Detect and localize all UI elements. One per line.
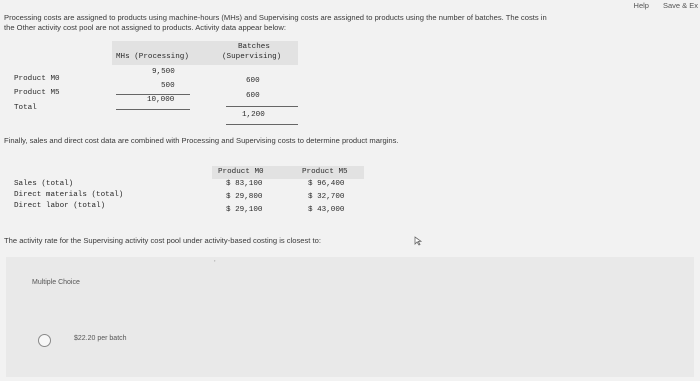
supervising-header: (Supervising) xyxy=(222,53,282,61)
mhs-total-double-rule xyxy=(116,109,190,110)
row-label-product-m0: Product M0 xyxy=(14,75,60,83)
direct-labor-m5: $ 43,000 xyxy=(308,206,345,214)
row-label-total: Total xyxy=(14,104,37,112)
batches-header: Batches xyxy=(238,43,270,51)
help-button[interactable]: Help xyxy=(633,0,649,10)
product-m5-header: Product M5 xyxy=(302,168,348,176)
top-toolbar xyxy=(634,0,700,10)
multiple-choice-panel xyxy=(6,257,694,377)
row-label-direct-labor: Direct labor (total) xyxy=(14,202,106,210)
sales-m0: $ 83,100 xyxy=(226,180,263,188)
sales-m5: $ 96,400 xyxy=(308,180,345,188)
choice-label[interactable]: $22.20 per batch xyxy=(74,335,127,342)
batches-product-m5: 600 xyxy=(246,92,260,100)
row-label-product-m5: Product M5 xyxy=(14,89,60,97)
save-exit-button[interactable]: Save & Ex xyxy=(662,0,698,10)
batches-subtotal-rule xyxy=(226,106,298,107)
multiple-choice-label: Multiple Choice xyxy=(32,279,80,286)
row-label-direct-materials: Direct materials (total) xyxy=(14,191,124,199)
row-label-sales: Sales (total) xyxy=(14,180,74,188)
mhs-product-m0: 9,500 xyxy=(152,68,175,76)
finally-text: Finally, sales and direct cost data are combined with Processing and Supervising costs to determine product margins. xyxy=(4,136,399,145)
batches-total: 1,200 xyxy=(242,111,265,119)
choice-radio-button[interactable] xyxy=(38,334,51,347)
mhs-product-m5: 500 xyxy=(161,82,175,90)
mouse-cursor-icon xyxy=(414,236,422,246)
stray-mark-icon: , xyxy=(214,257,216,263)
intro-text-line-1: Processing costs are assigned to products using machine-hours (MHs) and Supervising costs are assigned to products using the number of batches. The costs in xyxy=(4,13,547,22)
direct-materials-m5: $ 32,700 xyxy=(308,193,345,201)
batches-total-double-rule xyxy=(226,124,298,125)
mhs-subtotal-rule xyxy=(116,94,190,95)
intro-text-line-2: the Other activity cost pool are not assigned to products. Activity data appear below: xyxy=(4,23,286,32)
direct-labor-m0: $ 29,100 xyxy=(226,206,263,214)
product-m0-header: Product M0 xyxy=(218,168,264,176)
question-text: The activity rate for the Supervising activity cost pool under activity-based costing is closest to: xyxy=(4,236,321,245)
batches-product-m0: 600 xyxy=(246,77,260,85)
mhs-total: 10,000 xyxy=(147,96,175,104)
direct-materials-m0: $ 29,800 xyxy=(226,193,263,201)
mhs-header: MHs (Processing) xyxy=(116,53,189,61)
